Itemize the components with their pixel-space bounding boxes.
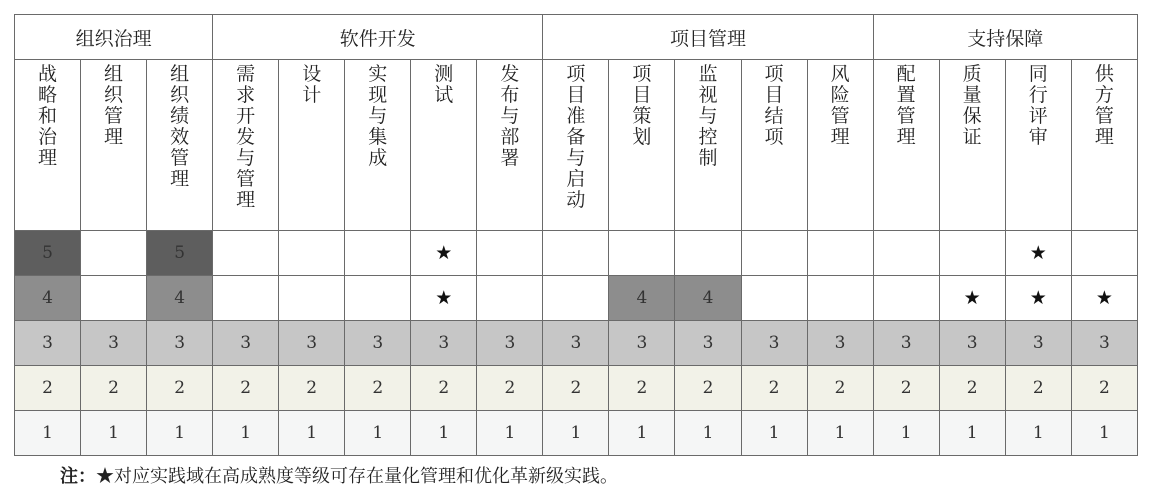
- footnote-label: 注：: [60, 466, 96, 487]
- practice-area-label: 设计: [302, 63, 322, 106]
- practice-group-header: 项目管理: [543, 15, 873, 60]
- level-cell: 2: [873, 366, 939, 411]
- high-maturity-star-cell: [411, 231, 477, 276]
- practice-area-label: 项目策划: [632, 63, 652, 148]
- level-cell: 4: [15, 276, 81, 321]
- level-cell: 5: [147, 231, 213, 276]
- level-cell: [81, 231, 147, 276]
- level-cell: 1: [1071, 411, 1137, 456]
- practice-area-header: [213, 60, 279, 231]
- practice-area-header: [609, 60, 675, 231]
- level-cell: 2: [345, 366, 411, 411]
- level-cell: [873, 276, 939, 321]
- level-cell: [213, 231, 279, 276]
- level-cell: 1: [543, 411, 609, 456]
- level-cell: 3: [543, 321, 609, 366]
- practice-group-header: 支持保障: [873, 15, 1137, 60]
- level-cell: 3: [741, 321, 807, 366]
- level-cell: 2: [1005, 366, 1071, 411]
- level-cell: 1: [147, 411, 213, 456]
- level-cell: 1: [1005, 411, 1071, 456]
- level-cell: 1: [675, 411, 741, 456]
- level-cell: [807, 276, 873, 321]
- level-cell: 3: [81, 321, 147, 366]
- star-icon: ★: [1029, 242, 1047, 264]
- high-maturity-star-cell: [939, 276, 1005, 321]
- practice-area-header: [477, 60, 543, 231]
- maturity-level-row: [15, 321, 1138, 366]
- level-cell: 1: [939, 411, 1005, 456]
- footnote-text: ★对应实践域在高成熟度等级可存在量化管理和优化革新级实践。: [96, 466, 618, 487]
- level-cell: 3: [147, 321, 213, 366]
- level-cell: 2: [15, 366, 81, 411]
- level-cell: 2: [279, 366, 345, 411]
- level-cell: 2: [477, 366, 543, 411]
- star-icon: ★: [1095, 287, 1113, 309]
- practice-area-header: [81, 60, 147, 231]
- level-cell: [543, 231, 609, 276]
- practice-area-label: 监视与控制: [698, 63, 718, 169]
- level-cell: 2: [675, 366, 741, 411]
- practice-area-label: 同行评审: [1028, 63, 1048, 148]
- level-cell: 3: [675, 321, 741, 366]
- practice-area-header: [411, 60, 477, 231]
- practice-area-label: 配置管理: [896, 63, 916, 148]
- level-cell: [939, 231, 1005, 276]
- practice-area-header: [279, 60, 345, 231]
- level-cell: 1: [807, 411, 873, 456]
- practice-area-label: 供方管理: [1094, 63, 1114, 148]
- practice-area-label: 需求开发与管理: [236, 63, 256, 211]
- level-cell: 1: [609, 411, 675, 456]
- level-cell: [741, 231, 807, 276]
- level-cell: 2: [939, 366, 1005, 411]
- level-cell: 4: [609, 276, 675, 321]
- level-cell: [675, 231, 741, 276]
- practice-area-label: 组织管理: [104, 63, 124, 148]
- practice-area-label: 测试: [434, 63, 454, 106]
- practice-area-label: 项目准备与启动: [566, 63, 586, 211]
- practice-group-header: 软件开发: [213, 15, 543, 60]
- practice-area-header-row: [15, 60, 1138, 231]
- practice-area-label: 风险管理: [830, 63, 850, 148]
- practice-area-label: 战略和治理: [38, 63, 58, 169]
- level-cell: 3: [279, 321, 345, 366]
- high-maturity-star-cell: [1005, 276, 1071, 321]
- practice-area-header: [15, 60, 81, 231]
- star-icon: ★: [435, 242, 453, 264]
- practice-area-header: [543, 60, 609, 231]
- level-cell: [543, 276, 609, 321]
- level-cell: 3: [345, 321, 411, 366]
- level-cell: [279, 276, 345, 321]
- practice-area-header: [807, 60, 873, 231]
- footnote: [60, 462, 618, 488]
- level-cell: 3: [1071, 321, 1137, 366]
- level-cell: 2: [1071, 366, 1137, 411]
- practice-area-header: [675, 60, 741, 231]
- practice-area-label: 组织绩效管理: [170, 63, 190, 190]
- level-cell: 3: [477, 321, 543, 366]
- level-cell: [741, 276, 807, 321]
- maturity-level-row: [15, 411, 1138, 456]
- practice-area-label: 质量保证: [962, 63, 982, 148]
- level-cell: 3: [939, 321, 1005, 366]
- practice-area-header: [741, 60, 807, 231]
- maturity-level-row: [15, 276, 1138, 321]
- level-cell: 3: [213, 321, 279, 366]
- practice-area-header: [345, 60, 411, 231]
- practice-area-header: [1071, 60, 1137, 231]
- level-cell: 3: [15, 321, 81, 366]
- level-cell: [807, 231, 873, 276]
- maturity-level-row: [15, 231, 1138, 276]
- practice-area-header: [939, 60, 1005, 231]
- level-cell: 3: [411, 321, 477, 366]
- level-cell: [609, 231, 675, 276]
- practice-area-header: [1005, 60, 1071, 231]
- maturity-level-row: [15, 366, 1138, 411]
- practice-area-label: 实现与集成: [368, 63, 388, 169]
- level-cell: 1: [15, 411, 81, 456]
- level-cell: [279, 231, 345, 276]
- practice-area-label: 发布与部署: [500, 63, 520, 169]
- level-cell: 2: [81, 366, 147, 411]
- level-cell: 4: [147, 276, 213, 321]
- maturity-level-rows: [15, 231, 1138, 456]
- practice-group-header: 组织治理: [15, 15, 213, 60]
- level-cell: [873, 231, 939, 276]
- high-maturity-star-cell: [1071, 276, 1137, 321]
- level-cell: 1: [873, 411, 939, 456]
- level-cell: [213, 276, 279, 321]
- star-icon: ★: [963, 287, 981, 309]
- level-cell: 4: [675, 276, 741, 321]
- level-cell: 3: [807, 321, 873, 366]
- level-cell: [477, 231, 543, 276]
- level-cell: 1: [345, 411, 411, 456]
- level-cell: 2: [147, 366, 213, 411]
- level-cell: 1: [213, 411, 279, 456]
- level-cell: 3: [873, 321, 939, 366]
- level-cell: [81, 276, 147, 321]
- practice-area-header: [873, 60, 939, 231]
- level-cell: 1: [411, 411, 477, 456]
- level-cell: 1: [477, 411, 543, 456]
- level-cell: 2: [807, 366, 873, 411]
- level-cell: 2: [411, 366, 477, 411]
- star-icon: ★: [1029, 287, 1047, 309]
- level-cell: 2: [741, 366, 807, 411]
- level-cell: [345, 231, 411, 276]
- level-cell: [477, 276, 543, 321]
- level-cell: 5: [15, 231, 81, 276]
- maturity-matrix-table: [14, 14, 1138, 456]
- practice-area-label: 项目结项: [764, 63, 784, 148]
- level-cell: 2: [213, 366, 279, 411]
- level-cell: 1: [81, 411, 147, 456]
- level-cell: 3: [1005, 321, 1071, 366]
- level-cell: [345, 276, 411, 321]
- level-cell: 2: [543, 366, 609, 411]
- level-cell: 3: [609, 321, 675, 366]
- high-maturity-star-cell: [1005, 231, 1071, 276]
- practice-group-header-row: [15, 15, 1138, 60]
- level-cell: 1: [279, 411, 345, 456]
- level-cell: [1071, 231, 1137, 276]
- practice-area-header: [147, 60, 213, 231]
- high-maturity-star-cell: [411, 276, 477, 321]
- level-cell: 2: [609, 366, 675, 411]
- level-cell: 1: [741, 411, 807, 456]
- star-icon: ★: [435, 287, 453, 309]
